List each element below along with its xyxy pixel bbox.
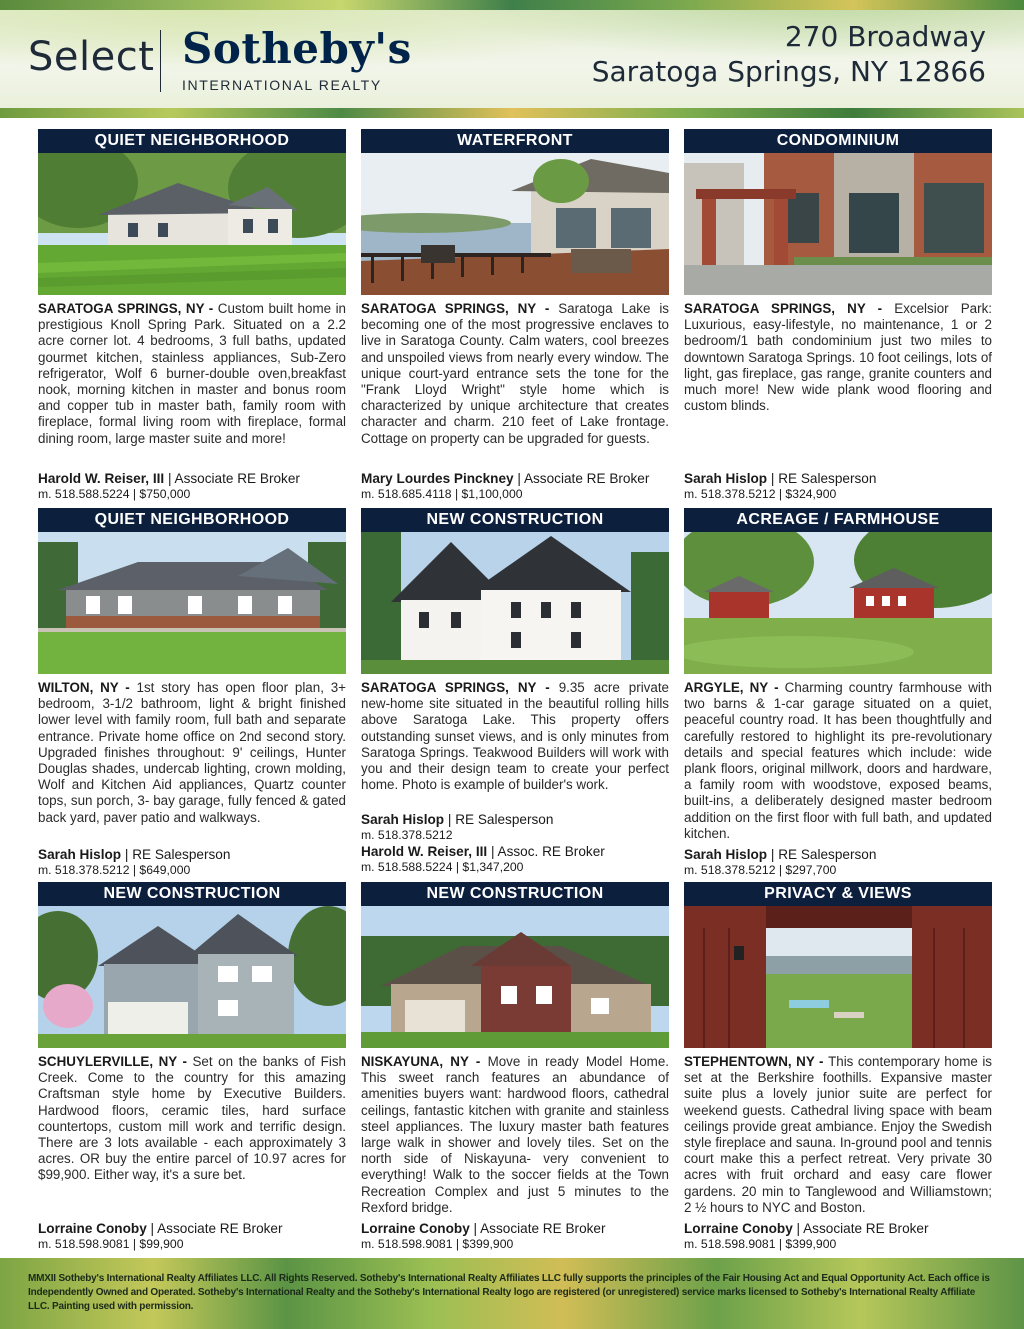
- agent-name: Lorraine Conoby: [684, 1221, 793, 1236]
- office-address-city: Saratoga Springs, NY 12866: [591, 55, 986, 88]
- listing-description-text: Set on the banks of Fish Creek. Come to the country for this amazing Craftsman style home by Executive Builders. Hardwood floors, ceramic tiles, hard surface countertops, custom mill work and terrific design. There are 3 lots available - each approximately 3 acres. OR buy the entire parcel of 10.97 acres for $99,900. Either way, it's a sure bet.: [38, 1054, 346, 1183]
- listing-category: ACREAGE / FARMHOUSE: [684, 508, 992, 532]
- listing-description: [361, 301, 669, 469]
- listing-agent: [38, 846, 346, 878]
- listing-description-text: Custom built home in prestigious Knoll Spring Park. Situated on a 2.2 acre corner lot. 4 bedrooms, 3 full baths, updated gourmet kitchen, stainless appliances, Sub-Zero refrigerator, Wolf 6 burner-double oven,breakfast nook, morning kitchen in master and bonus room and copper tub in master bath, family room with fireplace, formal living room with fireplace, formal dining room, large master suite and more!: [38, 301, 346, 446]
- agent-role: | RE Salesperson: [767, 847, 877, 862]
- ranch-house-photo-illustration: [361, 906, 669, 1048]
- listing-price: | $750,000: [129, 487, 191, 501]
- house-photo-illustration: [38, 532, 346, 674]
- listing-card: [361, 508, 669, 874]
- agent-name: Mary Lourdes Pinckney: [361, 471, 514, 486]
- office-address-street: 270 Broadway: [784, 20, 986, 53]
- listing-card: [684, 882, 992, 1251]
- listing-price: | $399,900: [775, 1237, 837, 1251]
- listing-card: [684, 129, 992, 501]
- listing-photo: [38, 532, 346, 674]
- listing-description: [38, 1054, 346, 1222]
- listing-category: NEW CONSTRUCTION: [361, 508, 669, 532]
- agent-phone: m. 518.588.5224: [38, 487, 130, 501]
- listing-agent: [38, 470, 346, 502]
- agent-phone: m. 518.598.9081: [38, 1237, 130, 1251]
- agent-phone: m. 518.598.9081: [684, 1237, 776, 1251]
- listing-location: SARATOGA SPRINGS, NY -: [361, 301, 559, 316]
- listing-card: [684, 508, 992, 877]
- listing-agent: [361, 811, 669, 875]
- agent-role: | Associate RE Broker: [469, 1221, 606, 1236]
- brand-logo-name: Sotheby's: [182, 24, 412, 73]
- craftsman-house-photo-illustration: [38, 906, 346, 1048]
- listing-description: [38, 680, 346, 848]
- listing-category: QUIET NEIGHBORHOOD: [38, 129, 346, 153]
- listing-category: QUIET NEIGHBORHOOD: [38, 508, 346, 532]
- agent-name: Lorraine Conoby: [361, 1221, 470, 1236]
- listing-agent: [684, 1220, 992, 1252]
- listing-description-text: Saratoga Lake is becoming one of the most progressive enclaves to live in Saratoga County. Calm waters, cool breezes and unspoiled views from nearly every window. The unique court-yard entrance sets the tone for the "Frank Lloyd Wright" style home which is characterized by unique architecture that creates character and charm. 210 feet of Lake frontage. Cottage on property can be upgraded for guests.: [361, 301, 669, 446]
- listing-agent: [684, 470, 992, 502]
- listing-description: [38, 301, 346, 469]
- page-header: [0, 0, 1024, 118]
- waterfront-photo-illustration: [361, 153, 669, 295]
- agent-name: Harold W. Reiser, III: [38, 471, 165, 486]
- new-construction-photo-illustration: [361, 532, 669, 674]
- house-photo-illustration: [38, 153, 346, 295]
- header-painting-strip-bottom: [0, 108, 1024, 118]
- page-footer: [0, 1258, 1024, 1329]
- listing-agent: [38, 1220, 346, 1252]
- listing-card: [361, 129, 669, 501]
- brand-select-label: Select: [28, 34, 155, 80]
- listing-category: WATERFRONT: [361, 129, 669, 153]
- listing-location: SARATOGA SPRINGS, NY -: [361, 680, 559, 695]
- listing-card: [38, 508, 346, 877]
- agent-phone: m. 518.378.5212: [361, 828, 453, 842]
- agent-phone: m. 518.378.5212: [684, 863, 776, 877]
- listing-location: SARATOGA SPRINGS, NY -: [684, 301, 895, 316]
- listing-price: | $324,900: [775, 487, 837, 501]
- condominium-photo-illustration: [684, 153, 992, 295]
- agent-name: Sarah Hislop: [38, 847, 122, 862]
- agent-phone: m. 518.598.9081: [361, 1237, 453, 1251]
- agent-name: Sarah Hislop: [684, 847, 768, 862]
- agent-phone: m. 518.685.4118: [361, 487, 452, 501]
- listing-location: ARGYLE, NY -: [684, 680, 785, 695]
- listing-description-text: 1st story has open floor plan, 3+ bedroom, 3-1/2 bathroom, light & bright finished lower level with family room, full bath and separate entrance. Private home office on 2nd second story. Upgraded finishes throughout: 9' ceilings, Hunter Douglas shades, undercab lighting, crown molding, Wolf and Kitchen Aid appliances, Quartz counter tops, sun porch, 3- bay garage, fully fenced & gated back yard, paver patio and walkways.: [38, 680, 346, 825]
- agent-role: | Associate RE Broker: [146, 1221, 283, 1236]
- listing-agent: [361, 1220, 669, 1252]
- listing-location: WILTON, NY -: [38, 680, 137, 695]
- listing-price: | $1,100,000: [451, 487, 523, 501]
- listing-description: [684, 680, 992, 848]
- listing-photo: [38, 906, 346, 1048]
- listing-agent: [684, 846, 992, 878]
- agent-role: | Associate RE Broker: [164, 471, 300, 486]
- listing-description-text: Move in ready Model Home. This sweet ranch features an abundance of amenities buyers want: hardwood floors, cathedral ceilings, fantastic kitchen with granite and stainless steel appliances. The luxury master bath features large walk in shower and lovely tiles. Set on the north side of Niskayuna- very convenient to everything! Walk to the soccer fields at the Town Recreation Complex and just 5 minutes to the Rexford bridge.: [361, 1054, 669, 1215]
- listing-location: STEPHENTOWN, NY -: [684, 1054, 829, 1069]
- agent-role: | Associate RE Broker: [792, 1221, 929, 1236]
- porch-view-photo-illustration: [684, 906, 992, 1048]
- listing-description-text: 9.35 acre private new-home site situated in the beautiful rolling hills above Saratoga Lake. This property offers outstanding sunset views, and is only minutes from Saratoga Springs. Teakwood Builders will work with you and their design team to create your perfect home. Photo is example of builder's work.: [361, 680, 669, 793]
- agent-name: Sarah Hislop: [684, 471, 768, 486]
- listing-photo: [684, 153, 992, 295]
- listing-category: CONDOMINIUM: [684, 129, 992, 153]
- listing-description: [684, 1054, 992, 1222]
- listing-category: NEW CONSTRUCTION: [361, 882, 669, 906]
- brand-divider: [160, 30, 161, 92]
- agent-role: | RE Salesperson: [767, 471, 877, 486]
- listing-photo: [684, 906, 992, 1048]
- agent-phone: m. 518.378.5212: [684, 487, 776, 501]
- listing-price: | $1,347,200: [452, 860, 524, 874]
- listing-location: SARATOGA SPRINGS, NY -: [38, 301, 218, 316]
- agent-role: | Associate RE Broker: [513, 471, 650, 486]
- listing-category: PRIVACY & VIEWS: [684, 882, 992, 906]
- listing-category: NEW CONSTRUCTION: [38, 882, 346, 906]
- agent-name: Sarah Hislop: [361, 812, 445, 827]
- brand-logo-subtitle: INTERNATIONAL REALTY: [182, 77, 382, 93]
- agent-phone: m. 518.378.5212: [38, 863, 130, 877]
- listing-description-text: Charming country farmhouse with two barns & 1-car garage situated on a quiet, peaceful country road. It has been thoughtfully and carefully restored to highlight its pre-revolutionary details and special features which include: wide plank floors, original millwork, doors and hardware, a family room with woodstove, exposed beams, built-ins, a deliberately designed master bedroom addition on the first floor with full bath, and updated kitchen.: [684, 680, 992, 841]
- listing-photo: [38, 153, 346, 295]
- listing-card: [38, 882, 346, 1251]
- listing-description-text: This contemporary home is set at the Berkshire foothills. Expansive master suite plus a lovely junior suite are perfect for weekend guests. Cathedral living space with beam ceilings provide great ambiance. Enjoy the Swedish style fireplace and sauna. In-ground pool and tennis court make this a perfect retreat. Very private 30 acres with fruit orchard and easy care flower gardens. 20 min to Tanglewood and Williamstown; 2 ½ hours to NYC and Boston.: [684, 1054, 992, 1215]
- listing-price: | $399,900: [452, 1237, 514, 1251]
- listing-agent: [361, 470, 669, 502]
- listing-photo: [361, 532, 669, 674]
- farmhouse-photo-illustration: [684, 532, 992, 674]
- listing-description: [361, 1054, 669, 1222]
- listing-price: | $99,900: [129, 1237, 184, 1251]
- agent-role: | Assoc. RE Broker: [487, 844, 605, 859]
- listing-price: | $649,000: [129, 863, 191, 877]
- listing-photo: [684, 532, 992, 674]
- agent-phone: m. 518.588.5224: [361, 860, 453, 874]
- legal-disclaimer: MMXII Sotheby's International Realty Affiliates LLC. All Rights Reserved. Sotheby's International Realty Affiliates LLC fully supports the principles of the Fair Housing Act and Equal Opportunity Act. Each office is Independently Owned and Operated. Sotheby's International Realty and the Sotheby's International Realty logo are registered (or unregistered) service marks licensed to Sotheby's International Realty Affiliate LLC. Painting used with permission.: [28, 1273, 990, 1312]
- listing-photo: [361, 153, 669, 295]
- agent-name: Harold W. Reiser, III: [361, 844, 488, 859]
- listing-description-text: Excelsior Park: Luxurious, easy-lifestyle, no maintenance, 1 or 2 bedroom/1 bath condominium just two miles to downtown Saratoga Springs. 10 foot ceilings, lots of light, gas fireplace, gas range, granite counters and much more! New wide plank wood flooring and custom blinds.: [684, 301, 992, 414]
- agent-name: Lorraine Conoby: [38, 1221, 147, 1236]
- listing-card: [38, 129, 346, 501]
- listing-location: SCHUYLERVILLE, NY -: [38, 1054, 193, 1069]
- listing-description: [684, 301, 992, 469]
- listing-location: NISKAYUNA, NY -: [361, 1054, 488, 1069]
- listing-price: | $297,700: [775, 863, 837, 877]
- agent-role: | RE Salesperson: [121, 847, 231, 862]
- header-painting-strip-top: [0, 0, 1024, 10]
- listing-photo: [361, 906, 669, 1048]
- listing-card: [361, 882, 669, 1251]
- agent-role: | RE Salesperson: [444, 812, 554, 827]
